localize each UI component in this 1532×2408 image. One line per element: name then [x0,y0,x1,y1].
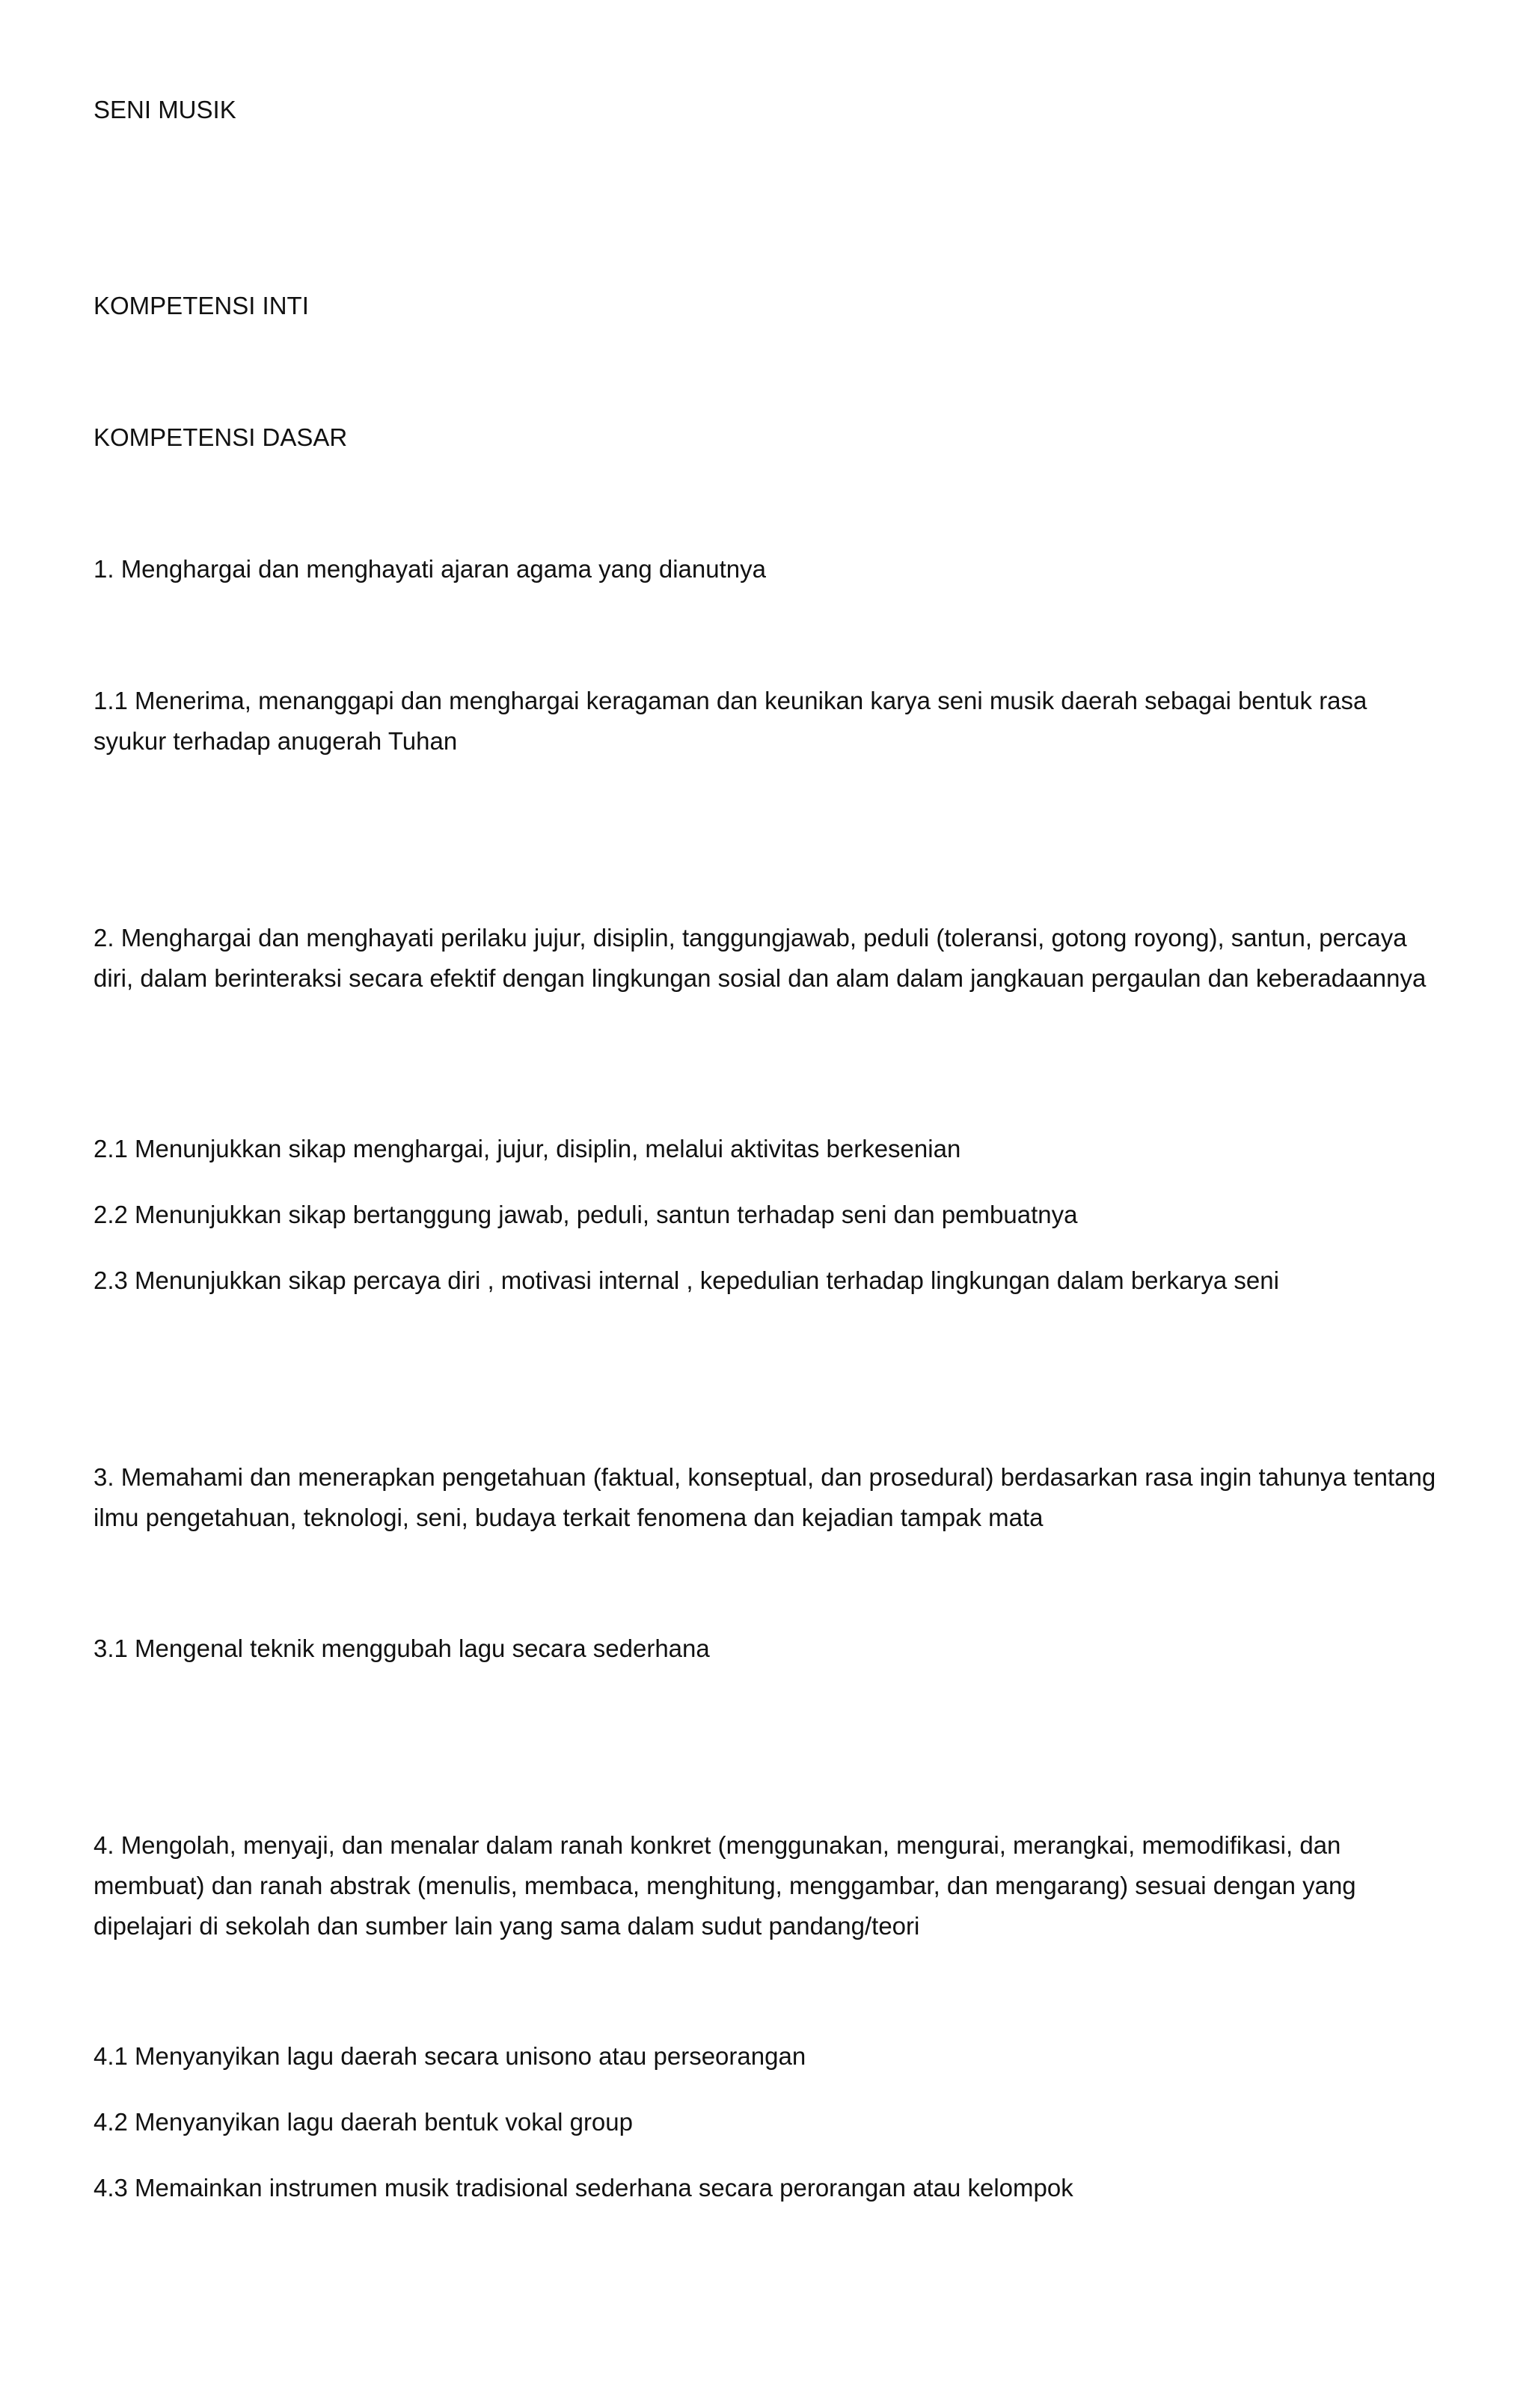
kd-4-3-text: 4.3 Memainkan instrumen musik tradisional sederhana secara perorangan atau kelompok [94,2174,1073,2202]
kd-4-1-text: 4.1 Menyanyikan lagu daerah secara unisono atau perseorangan [94,2042,806,2070]
ki-4-text: 4. Mengolah, menyaji, dan menalar dalam ranah konkret (menggunakan, mengurai, merangkai, memodifikasi, dan membuat) dan ranah abstrak (menulis, membaca, menghitung, menggambar, dan mengarang) sesuai dengan yang dipelajari di sekolah dan sumber lain yang sama dalam sudut pandang/teori [94,1831,1356,1940]
kd-2-1-text: 2.1 Menunjukkan sikap menghargai, jujur, disiplin, melalui aktivitas berkesenian [94,1135,961,1162]
kd-2-3-text: 2.3 Menunjukkan sikap percaya diri , motivasi internal , kepedulian terhadap lingkungan dalam berkarya seni [94,1266,1279,1294]
ki-2-text: 2. Menghargai dan menghayati perilaku jujur, disiplin, tanggungjawab, peduli (toleransi, gotong royong), santun, percaya diri, dalam berinteraksi secara efektif dengan lingkungan sosial dan alam dalam jangkauan pergaulan dan keberadaannya [94,924,1427,992]
document-title: SENI MUSIK [94,96,236,123]
ki-3-text: 3. Memahami dan menerapkan pengetahuan (faktual, konseptual, dan prosedural) berdasarkan rasa ingin tahunya tentang ilmu pengetahuan, teknologi, seni, budaya terkait fenomena dan kejadian tampak mata [94,1463,1436,1531]
ki-1-text: 1. Menghargai dan menghayati ajaran agama yang dianutnya [94,555,766,583]
kompetensi-dasar-heading: KOMPETENSI DASAR [94,423,348,451]
kd-4-2-text: 4.2 Menyanyikan lagu daerah bentuk vokal group [94,2108,633,2136]
kompetensi-inti-heading: KOMPETENSI INTI [94,292,309,319]
kd-3-1-text: 3.1 Mengenal teknik menggubah lagu secara sederhana [94,1635,710,1662]
kd-1-1-text: 1.1 Menerima, menanggapi dan menghargai keragaman dan keunikan karya seni musik daerah sebagai bentuk rasa syukur terhadap anugerah Tuhan [94,687,1367,755]
kd-2-2-text: 2.2 Menunjukkan sikap bertanggung jawab, peduli, santun terhadap seni dan pembuatnya [94,1201,1078,1228]
